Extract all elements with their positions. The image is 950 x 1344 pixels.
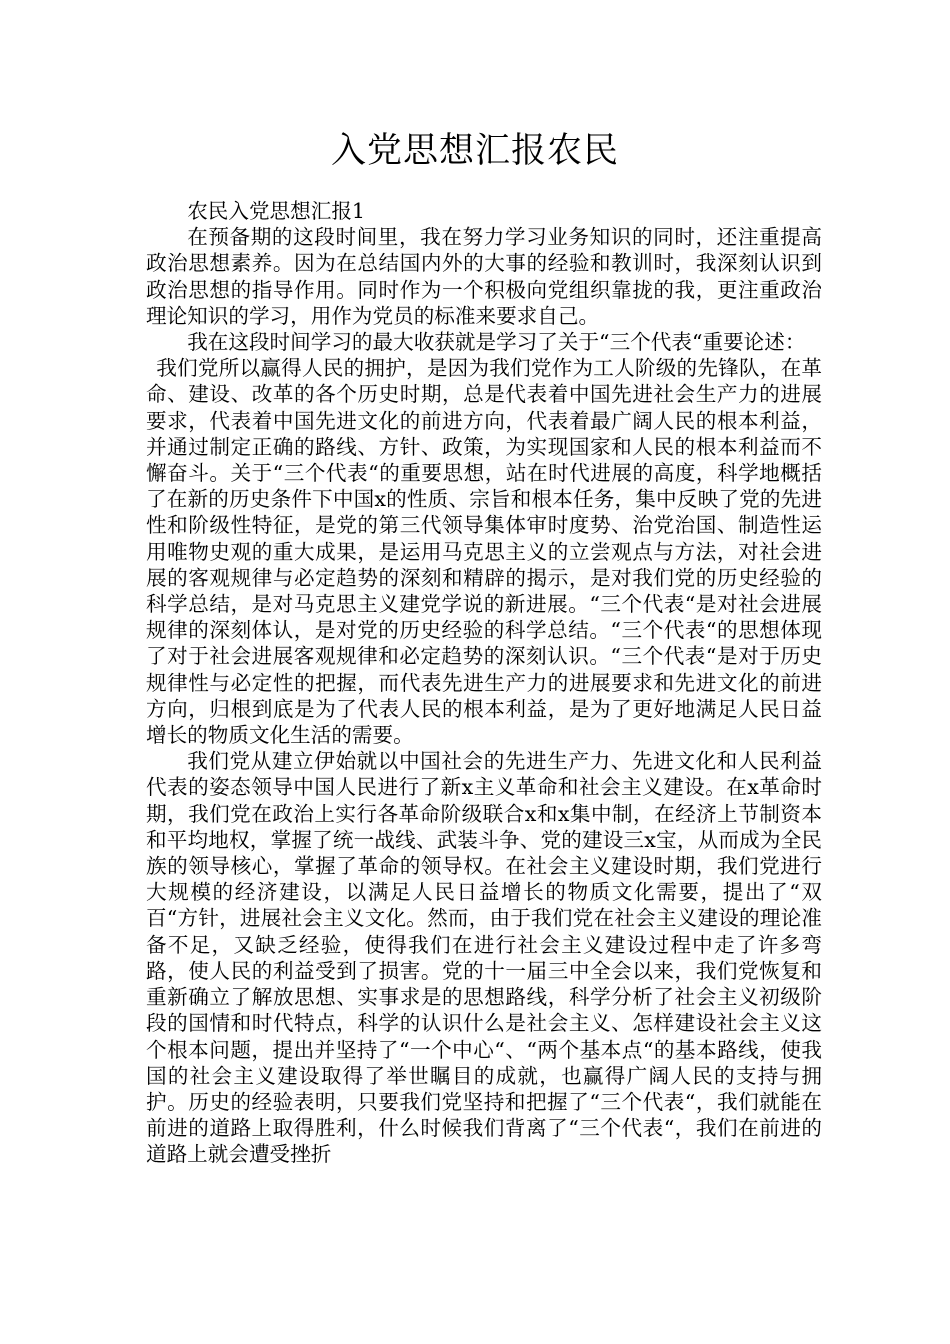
- document-title: 入党思想汇报农民: [330, 131, 619, 171]
- section-heading: 农民入党思想汇报1: [187, 199, 366, 223]
- paragraph: 我们党从建立伊始就以中国社会的先进生产力、先进文化和人民利益代表的姿态领导中国人民进行了新x主义革命和社会主义建设。在x革命时期，我们党在政治上实行各革命阶级联合x和x集中制，在经济上节制资本和平均地权，掌握了统一战线、武装斗争、党的建设三x宝，从而成为全民族的领导核心，掌握了革命的领导权。在社会主义建设时期，我们党进行大规模的经济建设，以满足人民日益增长的物质文化需要，提出了“双百“方针，进展社会主义文化。然而，由于我们党在社会主义建设的理论准备不足，又缺乏经验，使得我们在进行社会主义建设过程中走了许多弯路，使人民的利益受到了损害。党的十一届三中全会以来，我们党恢复和重新确立了解放思想、实事求是的思想路线，科学分析了社会主义初级阶段的国情和时代特点，科学的认识什么是社会主义、怎样建设社会主义这个根本问题，提出并坚持了“一个中心“、“两个基本点“的基本路线，使我国的社会主义建设取得了举世瞩目的成就，也赢得广阔人民的支持与拥护。历史的经验表明，只要我们党坚持和把握了“三个代表“，我们就能在前进的道路上取得胜利，什么时候我们背离了“三个代表“，我们在前进的道路上就会遭受挫折: [146, 749, 822, 1167]
- paragraph: 在预备期的这段时间里，我在努力学习业务知识的同时，还注重提高政治思想素养。因为在总结国内外的大事的经验和教训时，我深刻认识到政治思想的指导作用。同时作为一个积极向党组织靠拢的我，更注重政治理论知识的学习，用作为党员的标准来要求自己。: [146, 225, 822, 328]
- paragraph: 我在这段时间学习的最大收获就是学习了关于“三个代表“重要论述：: [187, 330, 806, 355]
- document-body: [146, 198, 822, 1168]
- paragraph: 我们党所以赢得人民的拥护，是因为我们党作为工人阶级的先锋队，在革命、建设、改革的各个历史时期，总是代表着中国先进社会生产力的进展要求，代表着中国先进文化的前进方向，代表着最广阔人民的根本利益，并通过制定正确的路线、方针、政策，为实现国家和人民的根本利益而不懈奋斗。关于“三个代表“的重要思想，站在时代进展的高度，科学地概括了在新的历史条件下中国x的性质、宗旨和根本任务，集中反映了党的先进性和阶级性特征，是党的第三代领导集体审时度势、治党治国、制造性运用唯物史观的重大成果，是运用马克思主义的立尝观点与方法，对社会进展的客观规律与必定趋势的深刻和精辟的揭示，是对我们党的历史经验的科学总结，是对马克思主义建党学说的新进展。“三个代表“是对社会进展规律的深刻体认，是对党的历史经验的科学总结。“三个代表“的思想体现了对于社会进展客观规律和必定趋势的深刻认识。“三个代表“是对于历史规律性与必定性的把握，而代表先进生产力的进展要求和先进文化的前进方向，归根到底是为了代表人民的根本利益，是为了更好地满足人民日益增长的物质文化生活的需要。: [146, 356, 822, 748]
